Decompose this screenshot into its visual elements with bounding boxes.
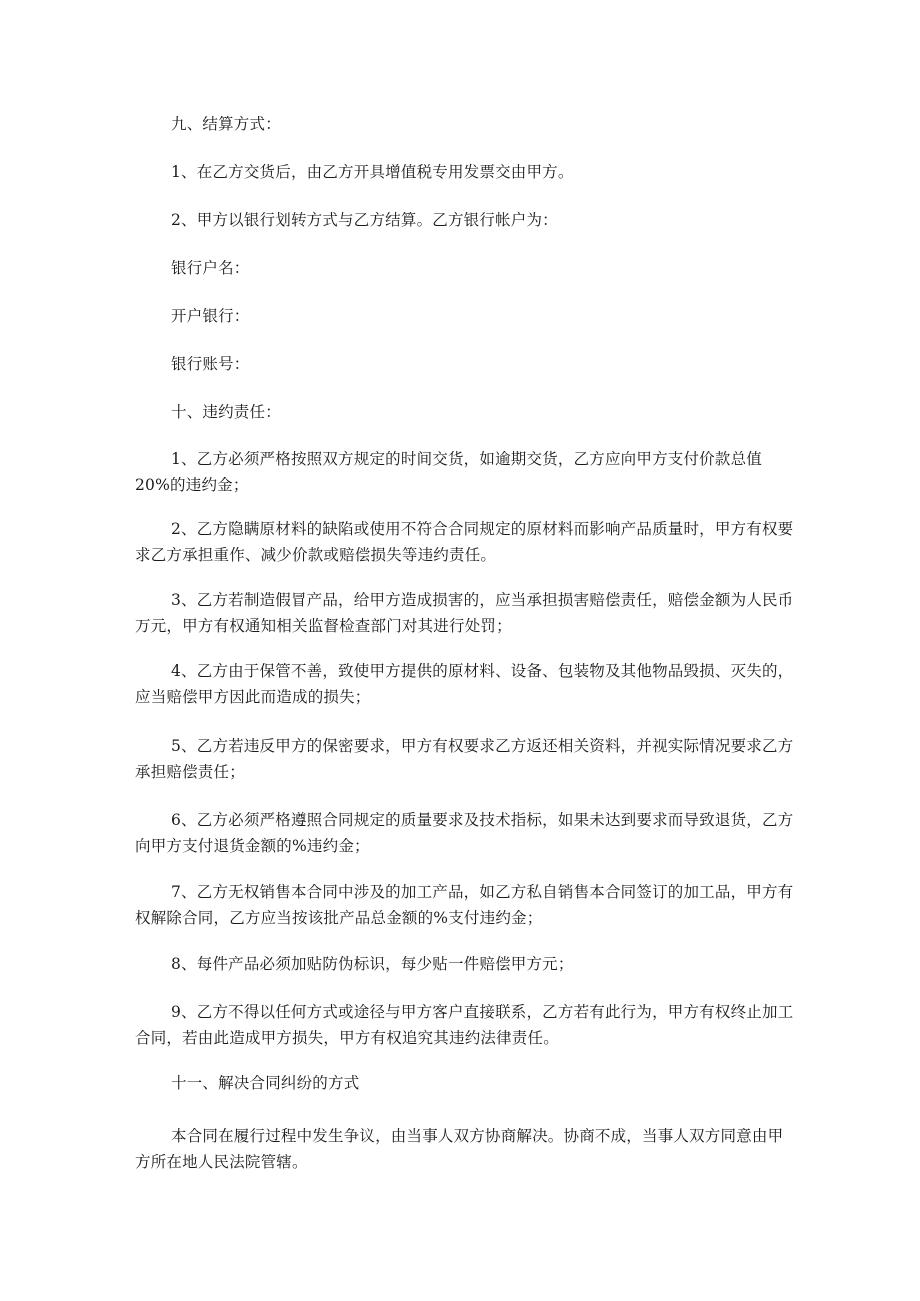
- bank-account-number: 银行账号：: [171, 355, 250, 373]
- liability-clause-7: 7、乙方无权销售本合同中涉及的加工产品，如乙方私自销售本合同签订的加工品，甲方有权解除合同，乙方应当按该批产品总金额的%支付违约金；: [135, 883, 794, 927]
- liability-clause-9: 9、乙方不得以任何方式或途径与甲方客户直接联系，乙方若有此行为，甲方有权终止加工合同，若由此造成甲方损失，甲方有权追究其违约法律责任。: [135, 1003, 794, 1047]
- liability-clause-5: 5、乙方若违反甲方的保密要求，甲方有权要求乙方返还相关资料，并视实际情况要求乙方承担赔偿责任；: [135, 737, 794, 781]
- clause-bank-transfer: 2、甲方以银行划转方式与乙方结算。乙方银行帐户为：: [171, 211, 558, 229]
- liability-clause-8: 8、每件产品必须加贴防伪标识，每少贴一件赔偿甲方元；: [171, 955, 574, 973]
- bank-name: 开户银行：: [171, 307, 250, 325]
- section-heading-settlement: 九、结算方式：: [171, 115, 281, 133]
- dispute-clause: 本合同在履行过程中发生争议，由当事人双方协商解决。协商不成，当事人双方同意由甲方所在地人民法院管辖。: [135, 1127, 784, 1171]
- liability-clause-1: 1、乙方必须严格按照双方规定的时间交货，如逾期交货，乙方应向甲方支付价款总值 20%的违约金；: [135, 450, 762, 494]
- liability-clause-2: 2、乙方隐瞒原材料的缺陷或使用不符合合同规定的原材料而影响产品质量时，甲方有权要求乙方承担重作、减少价款或赔偿损失等违约责任。: [135, 520, 794, 564]
- liability-clause-3: 3、乙方若制造假冒产品，给甲方造成损害的，应当承担损害赔偿责任，赔偿金额为人民币万元，甲方有权通知相关监督检查部门对其进行处罚；: [135, 591, 794, 635]
- liability-clause-4: 4、乙方由于保管不善，致使甲方提供的原材料、设备、包装物及其他物品毁损、灭失的，应当赔偿甲方因此而造成的损失；: [135, 662, 794, 706]
- bank-account-name: 银行户名：: [171, 259, 250, 277]
- section-heading-dispute: 十一、解决合同纠纷的方式: [171, 1074, 360, 1092]
- clause-invoice: 1、在乙方交货后，由乙方开具增值税专用发票交由甲方。: [171, 163, 574, 181]
- section-heading-liability: 十、违约责任：: [171, 403, 281, 421]
- liability-clause-6: 6、乙方必须严格遵照合同规定的质量要求及技术指标，如果未达到要求而导致退货，乙方向甲方支付退货金额的%违约金；: [135, 811, 794, 855]
